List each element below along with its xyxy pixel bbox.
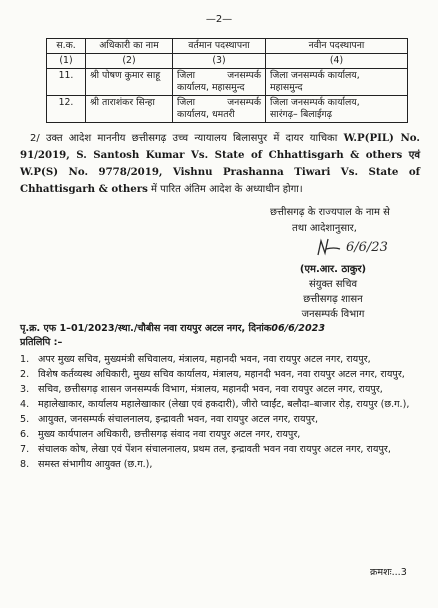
row-current-posting	[173, 69, 266, 96]
row-new-posting	[266, 96, 408, 123]
copy-list	[20, 353, 420, 473]
list-item-text: समस्त संभागीय आयुक्त (छ.ग.),	[38, 459, 153, 470]
copy-to-label: प्रतिलिपि :–	[20, 337, 63, 348]
list-item-number: 8.	[20, 459, 30, 470]
table-header-row	[47, 39, 408, 54]
para2-petition-text: W.P(PIL) No. 91/2019, S. Santosh Kumar Vs. State of Chhattisgarh & others एवं W.P(S) No. 9778/2019, Vishnu Prashanna Tiwari Vs. State of Chhattisgarh & others	[20, 132, 420, 195]
row-officer: श्री ताराशंकर सिन्हा	[86, 96, 173, 123]
list-item-number: 3.	[20, 384, 30, 395]
list-item-text: आयुक्त, जनसम्पर्क संचालनालय, इन्द्रावती भवन, नवा रायपुर अटल नगर, रायपुर,	[38, 414, 319, 425]
list-item-text: अपर मुख्य सचिव, मुख्यमंत्री सचिवालय, मंत्रालय, महानदी भवन, नवा रायपुर अटल नगर, रायपुर,	[38, 354, 371, 365]
list-item-text: मुख्य कार्यपालन अधिकारी, छत्तीसगढ़ संवाद नवा रायपुर अटल नगर, रायपुर,	[38, 429, 301, 440]
table-row	[47, 69, 408, 96]
row-serial: 12.	[47, 96, 86, 123]
list-item-number: 6.	[20, 429, 30, 440]
page-number: —2—	[205, 14, 233, 25]
list-item-number: 2.	[20, 369, 30, 380]
para2-number: 2/	[30, 133, 40, 144]
signatory-government: छत्तीसगढ़ शासन	[303, 294, 363, 305]
list-item	[20, 398, 420, 413]
list-item-text: महालेखाकार, कार्यालय महालेखाकार (लेखा एवं हकदारी), जीरो प्वाईंट, बलौदा–बाजार रोड़, रायपुर (छ.ग.),	[38, 399, 410, 410]
subheader-4: (4)	[266, 54, 408, 69]
list-item	[20, 353, 420, 368]
row-new-posting	[266, 69, 408, 96]
list-item-text: सचिव, छत्तीसगढ़ शासन जनसम्पर्क विभाग, मंत्रालय, महानदी भवन, नवा रायपुर अटल नगर, रायपुर,	[38, 384, 383, 395]
signatory-block	[258, 262, 408, 322]
list-item	[20, 413, 420, 428]
list-item-number: 4.	[20, 399, 30, 410]
list-item-number: 1.	[20, 354, 30, 365]
signatory-designation: संयुक्त सचिव	[308, 279, 358, 290]
row-current-line1: जिला जनसम्पर्क	[177, 70, 261, 81]
transfer-table	[46, 38, 408, 123]
reference-number: पृ.क्र. एफ 1–01/2023/स्था./चौबीस नवा रायपुर अटल नगर, दिनांक	[20, 323, 272, 334]
table-subheader-row	[47, 54, 408, 69]
list-item	[20, 458, 420, 473]
row-new-line2: सारंगढ़– बिलाईगढ़	[270, 109, 333, 120]
subheader-1: (1)	[47, 54, 86, 69]
col-header-serial: स.क.	[47, 39, 86, 54]
list-item	[20, 383, 420, 398]
row-officer: श्री पोषण कुमार साहू	[86, 69, 173, 96]
handwritten-date: 6/6/23	[346, 240, 388, 255]
authority-line-1: छत्तीसगढ़ के राज्यपाल के नाम से	[270, 207, 390, 218]
col-header-current: वर्तमान पदस्थापना	[173, 39, 266, 54]
col-header-officer: अधिकारी का नाम	[86, 39, 173, 54]
row-current-posting	[173, 96, 266, 123]
para2-outro: में पारित अंतिम आदेश के अध्याधीन होगा।	[151, 184, 303, 195]
paragraph-2	[20, 130, 420, 198]
para2-intro: उक्त आदेश माननीय छत्तीसगढ़ उच्च न्यायालय बिलासपुर में दायर याचिका	[46, 133, 338, 144]
table-row	[47, 96, 408, 123]
subheader-3: (3)	[173, 54, 266, 69]
row-current-line2: कार्यालय, धमतरी	[177, 109, 235, 120]
authority-line-2: तथा आदेशानुसार,	[292, 223, 357, 234]
subheader-2: (2)	[86, 54, 173, 69]
row-current-line1: जिला जनसम्पर्क	[177, 97, 261, 108]
row-serial: 11.	[47, 69, 86, 96]
signatory-department: जनसम्पर्क विभाग	[301, 309, 365, 320]
list-item	[20, 428, 420, 443]
col-header-new: नवीन पदस्थापना	[266, 39, 408, 54]
list-item-text: विशेष कर्तव्यस्थ अधिकारी, मुख्य सचिव कार्यालय, मंत्रालय, महानदी भवन, नवा रायपुर अटल नगर, रायपुर,	[38, 369, 405, 380]
signatory-name: (एम.आर. ठाकुर)	[299, 264, 367, 275]
row-new-line1: जिला जनसम्पर्क कार्यालय,	[270, 70, 360, 81]
row-new-line2: महासमुन्द	[270, 82, 303, 93]
reference-date: 06/6/2023	[271, 323, 326, 334]
list-item	[20, 443, 420, 458]
handwritten-signature	[316, 233, 416, 261]
list-item	[20, 368, 420, 383]
list-item-text: संचालक कोष, लेखा एवं पेंशन संचालनालय, प्रथम तल, इन्द्रावती भवन नवा रायपुर अटल नगर, रायपुर,	[38, 444, 391, 455]
continued-marker: क्रमशः...3	[370, 567, 407, 578]
list-item-number: 5.	[20, 414, 30, 425]
list-item-number: 7.	[20, 444, 30, 455]
reference-block	[20, 322, 425, 350]
row-current-line2: कार्यालय, महासमुन्द	[177, 82, 245, 93]
row-new-line1: जिला जनसम्पर्क कार्यालय,	[270, 97, 360, 108]
